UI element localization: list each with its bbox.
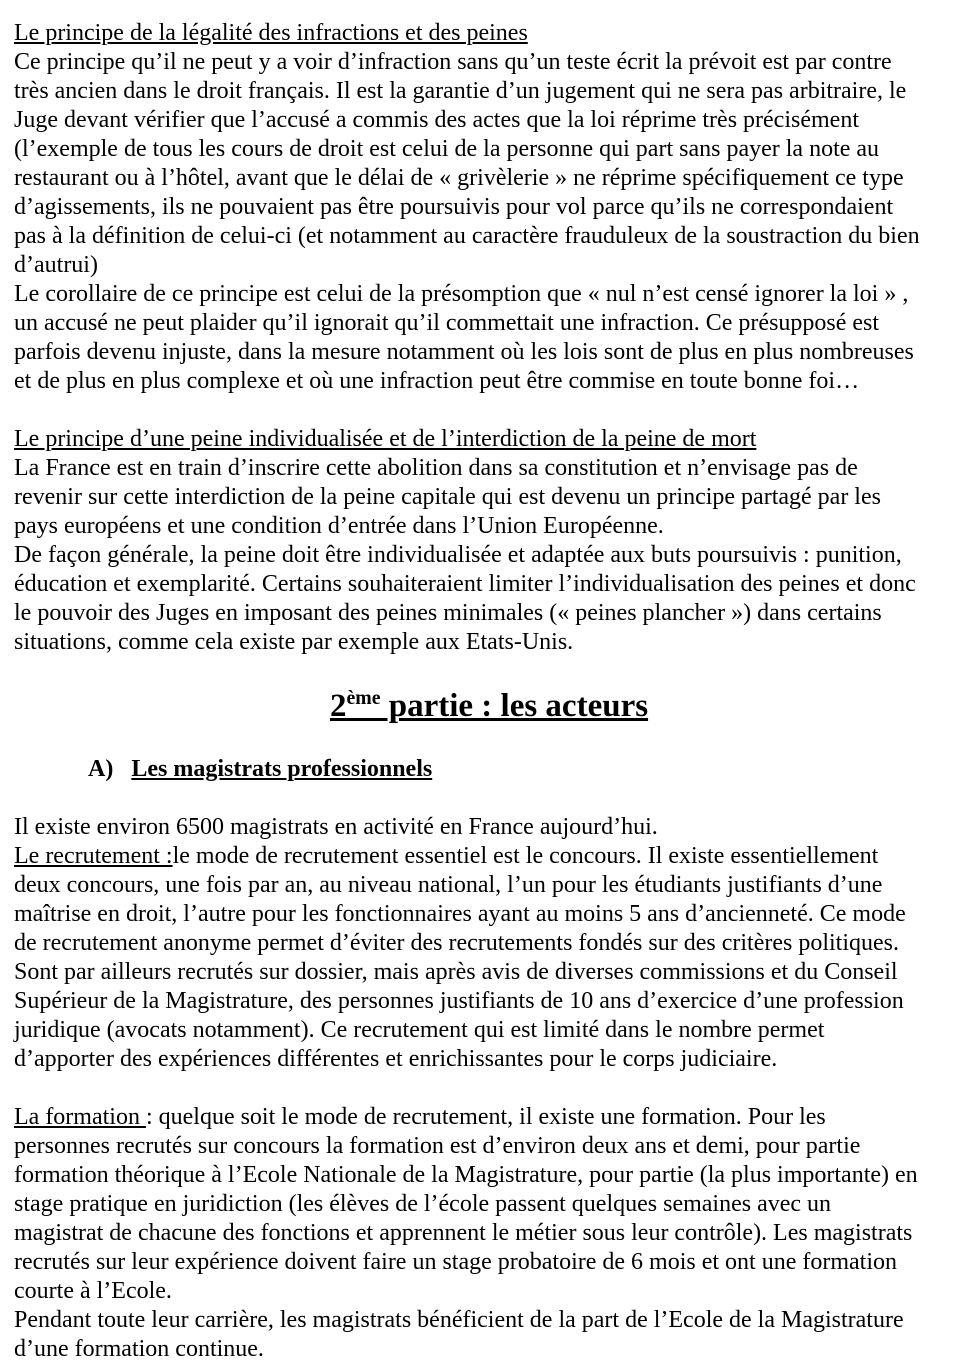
text-line (14, 1248, 964, 1277)
text-line (14, 164, 964, 193)
text-line (14, 871, 964, 900)
text-run: juridique (avocats notamment). Ce recrutement qui est limité dans le nombre permet (14, 1017, 825, 1043)
text-line (14, 280, 964, 309)
text-run: deux concours, une fois par an, au niveau national, l’un pour les étudiants justifiants d’une (14, 872, 883, 898)
text-run: le pouvoir des Juges en imposant des peines minimales (« peines plancher ») dans certains (14, 600, 882, 626)
paragraph-recruitment-lead (14, 842, 964, 871)
text-run: un accusé ne peut plaider qu’il ignorait qu’il commettait une infraction. Ce présupposé est (14, 310, 880, 336)
blank-line (14, 726, 964, 755)
paragraph-training-lead (14, 1103, 964, 1132)
text-line (14, 1016, 964, 1045)
text-run: d’agissements, ils ne pouvaient pas être poursuivis pour vol parce qu’ils ne correspondaient (14, 194, 894, 220)
text-line (14, 1306, 964, 1335)
text-run: La formation (14, 1104, 146, 1130)
text-run: Pendant toute leur carrière, les magistrats bénéficient de la part de l’Ecole de la Magistrature (14, 1307, 904, 1333)
text-line (14, 1277, 964, 1306)
text-line (14, 1161, 964, 1190)
text-run: Il existe environ 6500 magistrats en activité en France aujourd’hui. (14, 814, 658, 840)
text-run: personnes recrutés sur concours la formation est d’environ deux ans et demi, pour partie (14, 1133, 861, 1159)
text-line (14, 222, 964, 251)
text-run: pays européens et une condition d’entrée dans l’Union Européenne. (14, 513, 664, 539)
text-line (14, 193, 964, 222)
text-run: partie : les acteurs (380, 688, 649, 724)
text-run: d’apporter des expériences différentes et enrichissantes pour le corps judiciaire. (14, 1046, 778, 1072)
text-line (14, 309, 964, 338)
text-line (14, 512, 964, 541)
text-line (14, 570, 964, 599)
text-run: Supérieur de la Magistrature, des personnes justifiants de 10 ans d’exercice d’une profession (14, 988, 904, 1014)
text-line (14, 1132, 964, 1161)
text-run: Sont par ailleurs recrutés sur dossier, mais après avis de diverses commissions et du Conseil (14, 959, 898, 985)
text-run: maîtrise en droit, l’autre pour les fonctionnaires ayant au moins 5 ans d’ancienneté. Ce mode (14, 901, 906, 927)
text-line (14, 1219, 964, 1248)
text-run: formation théorique à l’Ecole Nationale de la Magistrature, pour partie (la plus importante) en (14, 1162, 918, 1188)
text-line (14, 106, 964, 135)
text-line (14, 367, 964, 396)
text-run: le mode de recrutement essentiel est le concours. Il existe essentiellement (172, 843, 879, 869)
text-run: situations, comme cela existe par exemple aux Etats-Unis. (14, 629, 574, 655)
text-run: : quelque soit le mode de recrutement, il existe une formation. Pour les (145, 1104, 826, 1130)
text-run: A) (88, 756, 114, 782)
text-run: pas à la définition de celui-ci (et notamment au caractère frauduleux de la soustraction du bien (14, 223, 920, 249)
text-line (14, 1045, 964, 1074)
text-line (14, 251, 964, 280)
text-run: Le principe de la légalité des infractions et des peines (14, 20, 528, 46)
text-line (14, 900, 964, 929)
blank-line (14, 657, 964, 686)
text-run: d’autrui) (14, 252, 98, 278)
text-run: parfois devenu injuste, dans la mesure notamment où les lois sont de plus en plus nombreuses (14, 339, 914, 365)
text-line (14, 135, 964, 164)
text-run: (l’exemple de tous les cours de droit est celui de la personne qui part sans payer la note au (14, 136, 880, 162)
text-line (14, 541, 964, 570)
text-run: 2 (329, 688, 347, 724)
text-run: Le corollaire de ce principe est celui de la présomption que « nul n’est censé ignorer la loi » , (14, 281, 909, 307)
text-run: Le principe d’une peine individualisée et de l’interdiction de la peine de mort (14, 426, 757, 452)
text-run: stage pratique en juridiction (les élèves de l’école passent quelques semaines avec un (14, 1191, 832, 1217)
text-run: ème (346, 687, 381, 709)
text-run: d’une formation continue. (14, 1336, 264, 1362)
blank-line (14, 396, 964, 425)
heading-individualized-penalty (14, 425, 964, 454)
text-run: magistrat de chacune des fonctions et apprennent le métier sous leur contrôle). Les magistrats (14, 1220, 913, 1246)
text-run: De façon générale, la peine doit être individualisée et adaptée aux buts poursuivis : punition, (14, 542, 902, 568)
text-line (14, 958, 964, 987)
text-run: recrutés sur leur expérience doivent faire un stage probatoire de 6 mois et ont une formation (14, 1249, 898, 1275)
blank-line (14, 784, 964, 813)
text-run: La France est en train d’inscrire cette abolition dans sa constitution et n’envisage pas de (14, 455, 858, 481)
section-title-part-2 (14, 686, 964, 726)
text-run: Juge devant vérifier que l’accusé a commis des actes que la loi réprime très précisément (14, 107, 859, 133)
text-line (14, 483, 964, 512)
text-run: courte à l’Ecole. (14, 1278, 172, 1304)
text-line (14, 454, 964, 483)
text-line (14, 599, 964, 628)
text-line (14, 1335, 964, 1364)
text-run: de recrutement anonyme permet d’éviter des recrutements fondés sur des critères politiques. (14, 930, 899, 956)
text-run: revenir sur cette interdiction de la peine capitale qui est devenu un principe partagé par les (14, 484, 881, 510)
text-run: éducation et exemplarité. Certains souhaiteraient limiter l’individualisation des peines et donc (14, 571, 916, 597)
text-line (14, 77, 964, 106)
text-run: Le recrutement : (14, 843, 173, 869)
heading-legality-principle (14, 19, 964, 48)
text-run: restaurant ou à l’hôtel, avant que le délai de « grivèlerie » ne réprime spécifiquement ce type (14, 165, 904, 191)
text-line (14, 987, 964, 1016)
text-run: très ancien dans le droit français. Il est la garantie d’un jugement qui ne sera pas arbitraire, le (14, 78, 907, 104)
text-line (14, 1190, 964, 1219)
text-line (14, 628, 964, 657)
text-line (14, 813, 964, 842)
subsection-a-professional-magistrates (14, 755, 964, 784)
text-run: Les magistrats professionnels (131, 756, 433, 782)
blank-line (14, 1074, 964, 1103)
text-line (14, 338, 964, 367)
text-line (14, 48, 964, 77)
text-run: et de plus en plus complexe et où une infraction peut être commise en toute bonne foi… (14, 368, 860, 394)
text-run: Ce principe qu’il ne peut y a voir d’infraction sans qu’un teste écrit la prévoit est par contre (14, 49, 892, 75)
text-line (14, 929, 964, 958)
